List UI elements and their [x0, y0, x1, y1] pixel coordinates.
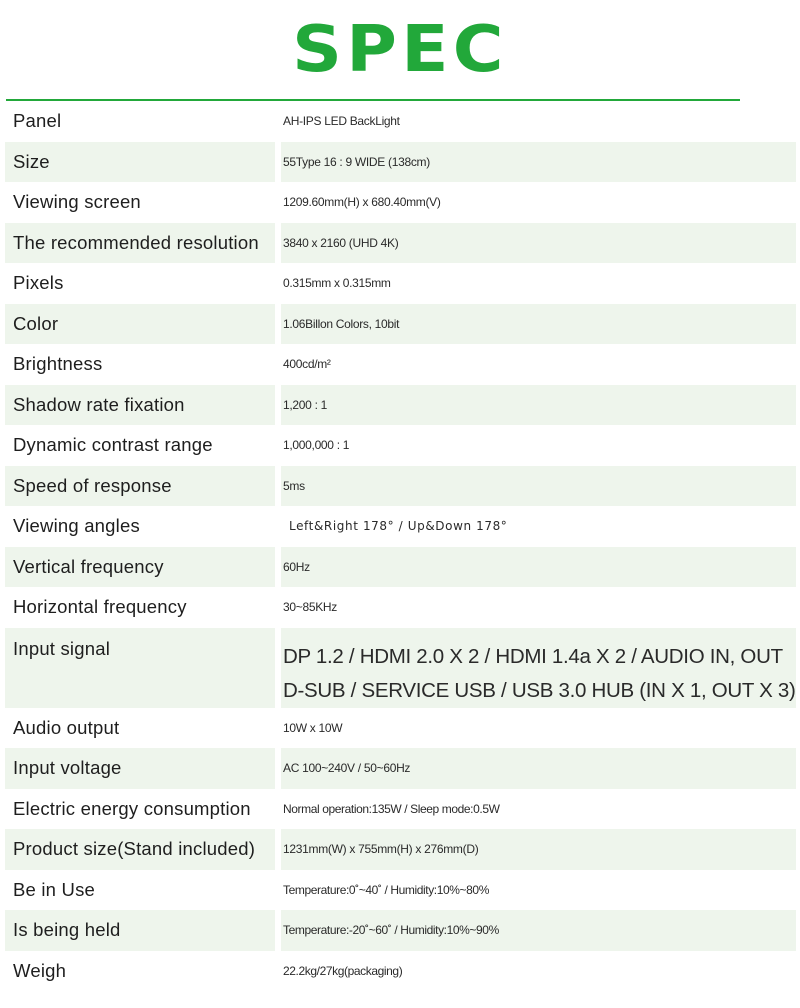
spec-row-dynamic-contrast: [5, 425, 796, 466]
spec-value: 3840 x 2160 (UHD 4K): [281, 223, 796, 264]
spec-label: Size: [5, 142, 275, 183]
spec-label: Input signal: [5, 628, 275, 708]
spec-value: 400cd/m²: [283, 357, 331, 372]
spec-row-viewing-angles: [5, 506, 796, 547]
spec-table: [5, 101, 796, 991]
spec-label: Viewing angles: [13, 515, 140, 537]
spec-value: 55Type 16 : 9 WIDE (138cm): [281, 142, 796, 183]
spec-value: 10W x 10W: [283, 720, 343, 735]
spec-row-resolution: [5, 223, 796, 264]
spec-row-product-size: [5, 829, 796, 870]
spec-label: Brightness: [13, 353, 103, 375]
spec-row-color: [5, 304, 796, 345]
spec-label: Dynamic contrast range: [13, 434, 213, 456]
spec-label: Product size(Stand included): [5, 829, 275, 870]
spec-value: 1209.60mm(H) x 680.40mm(V): [283, 195, 441, 210]
spec-value: 30~85KHz: [283, 600, 337, 615]
spec-label: Shadow rate fixation: [5, 385, 275, 426]
spec-label: Viewing screen: [13, 191, 141, 213]
spec-label: Audio output: [13, 716, 120, 738]
spec-row-audio-output: [5, 708, 796, 749]
spec-value: 1,000,000 : 1: [283, 438, 350, 453]
spec-label: The recommended resolution: [5, 223, 275, 264]
spec-row-power-consumption: [5, 789, 796, 830]
spec-label: Panel: [13, 110, 62, 132]
spec-row-in-use: [5, 870, 796, 911]
spec-row-response: [5, 466, 796, 507]
spec-row-brightness: [5, 344, 796, 385]
spec-value: 5ms: [281, 466, 796, 507]
spec-value: Left&Right 178° / Up&Down 178°: [289, 519, 508, 534]
spec-label: Electric energy consumption: [13, 797, 251, 819]
spec-row-panel: [5, 101, 796, 142]
spec-value: Temperature:0˚~40˚ / Humidity:10%~80%: [283, 882, 489, 897]
spec-value: AH-IPS LED BackLight: [283, 114, 400, 129]
spec-row-weight: [5, 951, 796, 992]
spec-value-line: DP 1.2 / HDMI 2.0 X 2 / HDMI 1.4a X 2 / AUDIO IN, OUT: [283, 644, 783, 668]
spec-value: AC 100~240V / 50~60Hz: [281, 748, 796, 789]
spec-row-size: [5, 142, 796, 183]
spec-label: Speed of response: [5, 466, 275, 507]
spec-row-storage: [5, 910, 796, 951]
spec-row-horizontal-frequency: [5, 587, 796, 628]
spec-value: 60Hz: [281, 547, 796, 588]
spec-value: Temperature:-20˚~60˚ / Humidity:10%~90%: [281, 910, 796, 951]
spec-label: Pixels: [13, 272, 64, 294]
spec-label: Vertical frequency: [5, 547, 275, 588]
spec-value: 1.06Billon Colors, 10bit: [281, 304, 796, 345]
spec-value: 0.315mm x 0.315mm: [283, 276, 391, 291]
spec-value: 1231mm(W) x 755mm(H) x 276mm(D): [281, 829, 796, 870]
spec-value: 1,200 : 1: [281, 385, 796, 426]
spec-value: 22.2kg/27kg(packaging): [283, 963, 403, 978]
spec-row-pixels: [5, 263, 796, 304]
spec-row-viewing-screen: [5, 182, 796, 223]
spec-row-input-signal: [5, 628, 796, 708]
spec-value: [281, 628, 796, 708]
spec-row-shadow-rate: [5, 385, 796, 426]
spec-row-vertical-frequency: [5, 547, 796, 588]
page-title: SPEC: [292, 13, 508, 87]
spec-label: Weigh: [13, 959, 67, 981]
spec-label: Be in Use: [13, 878, 96, 900]
spec-value-line: D-SUB / SERVICE USB / USB 3.0 HUB (IN X 1, OUT X 3): [283, 678, 796, 702]
spec-label: Horizontal frequency: [13, 596, 187, 618]
spec-label: Is being held: [5, 910, 275, 951]
spec-label: Color: [5, 304, 275, 345]
spec-label: Input voltage: [5, 748, 275, 789]
spec-value: Normal operation:135W / Sleep mode:0.5W: [283, 801, 500, 816]
spec-row-input-voltage: [5, 748, 796, 789]
